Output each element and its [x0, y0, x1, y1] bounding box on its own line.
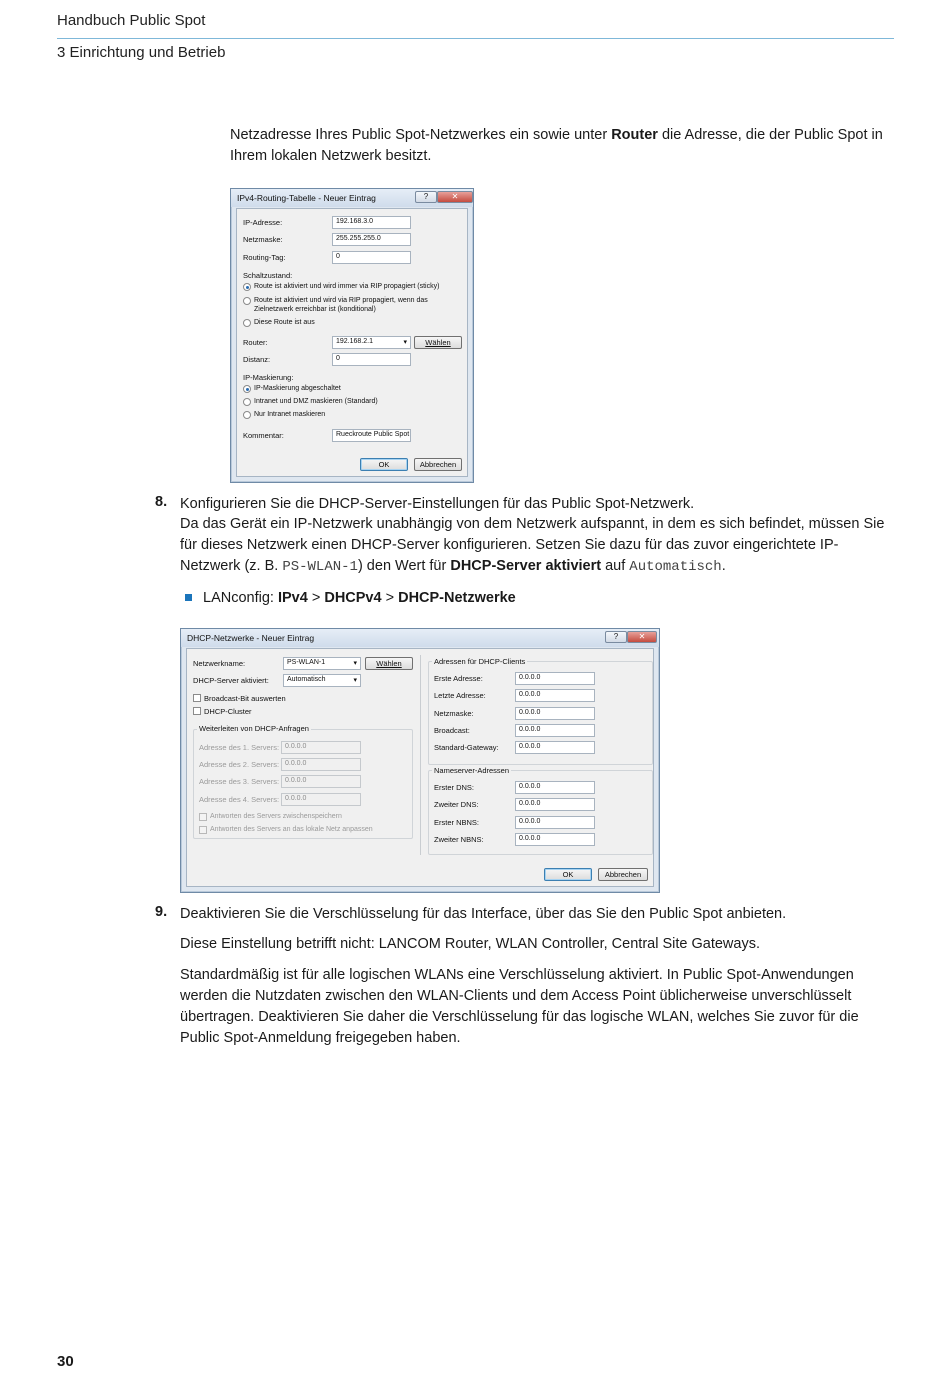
first-nbns-label: Erster NBNS: — [434, 818, 480, 827]
network-name-select[interactable]: PS-WLAN-1 ▾ — [283, 657, 361, 670]
broadcast-bit-checkbox[interactable] — [193, 694, 201, 702]
dialog-body — [186, 648, 654, 887]
help-button[interactable]: ? — [415, 191, 437, 203]
second-dns-field[interactable]: 0.0.0.0 — [515, 798, 595, 811]
dhcp-networks-dialog — [180, 628, 660, 893]
step-8-description: Da das Gerät ein IP-Netzwerk unabhängig von dem Netzwerk aufspannt, in dem es sich befindet, müssen Sie für dieses Netzwerk einen DHCP-Server konfigurieren. Setzen Sie dazu für das zuvor eingerichtete IP-Netzwerk (z. B. PS-WLAN-1) den Wert für DHCP-Server aktiviert auf Automatisch. — [180, 516, 885, 575]
broadcast-label: Broadcast: — [434, 726, 470, 735]
state-off-label: Diese Route ist aus — [254, 319, 315, 326]
state-label: Schaltzustand: — [243, 271, 293, 280]
first-nbns-field[interactable]: 0.0.0.0 — [515, 816, 595, 829]
masq-off-label: IP-Maskierung abgeschaltet — [254, 385, 341, 392]
cache-answers-checkbox[interactable] — [199, 813, 207, 821]
server-4-field[interactable]: 0.0.0.0 — [281, 793, 361, 806]
document-title: Handbuch Public Spot — [57, 12, 206, 29]
first-dns-field[interactable]: 0.0.0.0 — [515, 781, 595, 794]
nameserver-caption: Nameserver-Adressen — [434, 766, 510, 775]
second-nbns-label: Zweiter NBNS: — [434, 835, 484, 844]
broadcast-field[interactable]: 0.0.0.0 — [515, 724, 595, 737]
server-2-label: Adresse des 2. Servers: — [199, 760, 280, 769]
state-conditional-label-2: Zielnetzwerk erreichbar ist (konditional) — [254, 306, 376, 313]
cache-answers-label: Antworten des Servers zwischenspeichern — [210, 813, 342, 820]
network-name-label: Netzwerkname: — [193, 659, 246, 668]
masq-standard-label: Intranet und DMZ maskieren (Standard) — [254, 398, 378, 405]
first-dns-label: Erster DNS: — [434, 783, 475, 792]
cancel-button[interactable]: Abbrechen — [414, 458, 462, 471]
second-dns-label: Zweiter DNS: — [434, 800, 479, 809]
state-sticky-label: Route ist aktiviert und wird immer via RIP propagiert (sticky) — [254, 283, 440, 290]
gateway-field[interactable]: 0.0.0.0 — [515, 741, 595, 754]
step-8-number: 8. — [155, 494, 168, 510]
header-divider — [57, 38, 894, 39]
server-3-label: Adresse des 3. Servers: — [199, 777, 280, 786]
lanconfig-path: LANconfig: IPv4 > DHCPv4 > DHCP-Netzwerke — [203, 590, 516, 606]
dhcp-server-label: DHCP-Server aktiviert: — [193, 676, 269, 685]
step-9-description: Standardmäßig ist für alle logischen WLANs eine Verschlüsselung aktiviert. In Public Spot-Anwendungen werden die Nutzdaten zwischen den WLAN-Clients und dem Access Point üblicherweise unverschlüsselt übertragen. Deaktivieren Sie daher die Verschlüsselung für das logische WLAN, welches Sie zuvor für die Public Spot-Anmeldung freigegeben haben. — [180, 967, 859, 1046]
ok-button[interactable]: OK — [360, 458, 408, 471]
client-addresses-caption: Adressen für DHCP-Clients — [434, 657, 526, 666]
state-sticky-radio[interactable] — [243, 283, 251, 291]
server-1-label: Adresse des 1. Servers: — [199, 743, 280, 752]
routing-tag-field[interactable]: 0 — [332, 251, 411, 264]
intro-paragraph: Netzadresse Ihres Public Spot-Netzwerkes ein sowie unter Router die Adresse, die der Public Spot in Ihrem lokalen Netzwerk besitzt. — [230, 127, 883, 164]
server-3-field[interactable]: 0.0.0.0 — [281, 775, 361, 788]
state-conditional-radio[interactable] — [243, 297, 251, 305]
broadcast-bit-label: Broadcast-Bit auswerten — [204, 694, 286, 703]
masquerading-label: IP-Maskierung: — [243, 373, 294, 382]
comment-field[interactable]: Rueckroute Public Spot — [332, 429, 411, 442]
netmask-field[interactable]: 255.255.255.0 — [332, 233, 411, 246]
masq-standard-radio[interactable] — [243, 398, 251, 406]
step-9-title: Deaktivieren Sie die Verschlüsselung für das Interface, über das Sie den Public Spot anbieten. — [180, 906, 787, 922]
dhcp-cluster-checkbox[interactable] — [193, 707, 201, 715]
chapter-title: 3 Einrichtung und Betrieb — [57, 44, 226, 61]
distance-label: Distanz: — [243, 355, 271, 364]
first-address-field[interactable]: 0.0.0.0 — [515, 672, 595, 685]
dialog-title: DHCP-Netzwerke - Neuer Eintrag — [181, 629, 659, 647]
dhcp-server-select[interactable]: Automatisch ▾ — [283, 674, 361, 687]
step-8-title: Konfigurieren Sie die DHCP-Server-Einstellungen für das Public Spot-Netzwerk. — [180, 496, 695, 512]
comment-label: Kommentar: — [243, 431, 284, 440]
help-button[interactable]: ? — [605, 631, 627, 643]
ipv4-routing-dialog — [230, 188, 474, 483]
server-1-field[interactable]: 0.0.0.0 — [281, 741, 361, 754]
router-select[interactable]: 192.168.2.1 ▾ — [332, 336, 411, 349]
masq-off-radio[interactable] — [243, 385, 251, 393]
ip-address-label: IP-Adresse: — [243, 218, 283, 227]
adapt-answers-label: Antworten des Servers an das lokale Netz anpassen — [210, 826, 373, 833]
choose-network-button[interactable]: Wählen — [365, 657, 413, 670]
adapt-answers-checkbox[interactable] — [199, 826, 207, 834]
forward-requests-caption: Weiterleiten von DHCP-Anfragen — [199, 724, 309, 733]
first-address-label: Erste Adresse: — [434, 674, 483, 683]
second-nbns-field[interactable]: 0.0.0.0 — [515, 833, 595, 846]
step-9-note: Diese Einstellung betrifft nicht: LANCOM Router, WLAN Controller, Central Site Gateways. — [180, 936, 760, 952]
masq-intranet-label: Nur Intranet maskieren — [254, 411, 326, 418]
last-address-field[interactable]: 0.0.0.0 — [515, 689, 595, 702]
state-off-radio[interactable] — [243, 319, 251, 327]
state-conditional-label: Route ist aktiviert und wird via RIP propagiert, wenn das — [254, 297, 428, 304]
server-2-field[interactable]: 0.0.0.0 — [281, 758, 361, 771]
distance-field[interactable]: 0 — [332, 353, 411, 366]
close-button[interactable]: ✕ — [437, 191, 473, 203]
last-address-label: Letzte Adresse: — [434, 691, 486, 700]
server-4-label: Adresse des 4. Servers: — [199, 795, 280, 804]
netmask-label: Netzmaske: — [434, 709, 474, 718]
cancel-button[interactable]: Abbrechen — [598, 868, 648, 881]
dialog-body — [236, 208, 468, 477]
gateway-label: Standard-Gateway: — [434, 743, 499, 752]
close-button[interactable]: ✕ — [627, 631, 657, 643]
ip-address-field[interactable]: 192.168.3.0 — [332, 216, 411, 229]
dhcp-cluster-label: DHCP-Cluster — [204, 707, 252, 716]
router-label: Router: — [243, 338, 268, 347]
netmask-field[interactable]: 0.0.0.0 — [515, 707, 595, 720]
netmask-label: Netzmaske: — [243, 235, 283, 244]
ok-button[interactable]: OK — [544, 868, 592, 881]
bullet-square — [185, 594, 192, 601]
page-number: 30 — [57, 1353, 74, 1370]
masq-intranet-radio[interactable] — [243, 411, 251, 419]
column-separator — [420, 655, 421, 855]
dialog-title: IPv4-Routing-Tabelle - Neuer Eintrag — [231, 189, 473, 207]
choose-router-button[interactable]: Wählen — [414, 336, 462, 349]
step-9-number: 9. — [155, 904, 168, 920]
routing-tag-label: Routing-Tag: — [243, 253, 286, 262]
